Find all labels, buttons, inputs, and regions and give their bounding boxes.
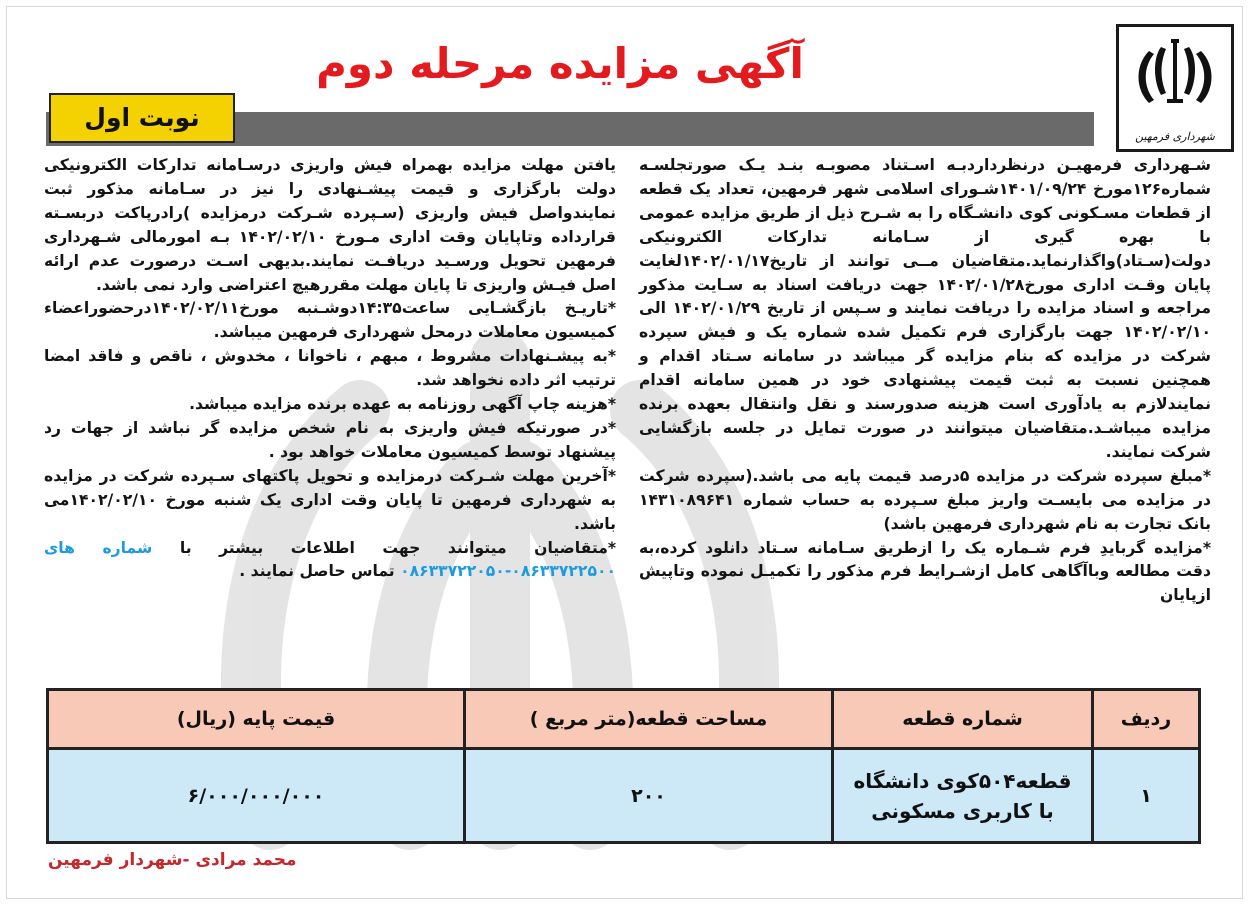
body-column-right [639,154,1211,608]
signature: محمد مرادی -شهردار فرمهین [48,850,297,870]
header-cell: مساحت قطعه(متر مربع ) [463,691,831,747]
paragraph: *در صورتیکه فیش واریزی به نام شخص مزایده گر نباشد از جهات رد پیشنهاد توسط کمیسیون معاملات خواهد بود . [44,418,616,461]
header-cell: ردیف [1091,691,1198,747]
contact-paragraph [44,537,616,585]
header-cell: قیمت پایه (ریال) [176,708,336,730]
paragraph: *به پیشـنهادات مشروط ، مبهم ، ناخوانا ، مخدوش ، ناقص و فاقد امضا ترتیب اثر داده نخواهد شد. [44,347,616,390]
area-cell: ۲۰۰ [463,750,831,841]
header-cell: شماره قطعه [831,691,1091,747]
auction-table [46,688,1201,844]
page-title: آگهی مزایده مرحله دوم [316,39,804,88]
contact-phones: شماره های ۰۸۶۳۳۷۲۲۵۰۰-۰۸۶۳۳۷۲۲۰۵۰ [44,538,616,581]
price-cell: ۶/۰۰۰/۰۰۰/۰۰۰ [187,784,325,807]
paragraph: *تاریـخ بازگشـایی ساعت۱۴:۳۵دوشـنبه مورخ۱۴۰۲/۰۲/۱۱درحضوراعضاء کمیسیون معاملات درمحل شهرداری فرمهین میباشد. [44,299,616,342]
paragraph: *آخرین مهلت شـرکت درمزایده و تحویل پاکتهای سـپرده شرکت در مزایده به شهرداری فرمهین تا پایان وقت اداری یک شنبه مورخ ۱۴۰۲/۰۲/۱۰می باشد. [44,466,616,533]
contact-suffix: تماس حاصل نمایند . [239,562,395,581]
contact-prefix: *متقاضیان میتوانند جهت اطلاعات بیشتر با [179,538,616,557]
logo-caption: شهرداری فرمهین [1135,130,1215,143]
lot-cell [831,750,1091,841]
emblem-icon [1131,33,1219,117]
lot-line: با کاربری مسکونی [871,798,1054,823]
paragraph: شـهرداری فرمهیـن درنظرداردبـه اسـتناد مصوبـه بنـد یـک صورتجلسـه شماره۱۲۶مورخ ۱۴۰۱/۰۹/۲۴شـورای اسلامی شهر فرمهین، تعداد یک قطعه از قطعات مسـکونی کوی دانشـگاه را به شـرح ذیل از طریق مزایده عمومی با بهره گیری از سـامانه تدارکات الکترونیکی دولت(سـتاد)واگذارنماید.متقاضیان مــی توانند از تاریخ۱۴۰۲/۰۱/۱۷لغایت پایان وقـت اداری مورخ۱۴۰۲/۰۱/۲۸ جهت دریافت اسناد به سـایت مذکور مراجعه و اسناد مزایده را دریافت نمایند و سـپس از تاریخ ۱۴۰۲/۰۱/۲۹ الی ۱۴۰۲/۰۲/۱۰ جهت بارگزاری فرم تکمیل شده شماره یک و فیش سپرده شرکت در مزایده که بنام مزایده گر میباشد در سامانه سـتاد اقدام و همچنین نسبت به ثبت قیمت پیشنهادی خود در همین سامانه اقدام نمایندلازم به یادآوری است هزینه صدورسند و نقل وانتقال بعهده برنده مزایده میباشـد.متقاضیان میتوانند در صورت تمایل در جلسه بازگشایی شرکت نمایند. [639,156,1211,461]
table-row [49,750,1198,841]
municipality-logo [1116,24,1234,152]
round-badge: نوبت اول [49,93,235,143]
lot-line: قطعه۵۰۴کوی دانشگاه [853,768,1072,793]
body-column-left [44,154,616,584]
paragraph: *هزینه چاپ آگهی روزنامه به عهده برنده مزایده میباشد. [189,395,616,414]
paragraph: یافتن مهلت مزایده بهمراه فیش واریزی درسـامانه تدارکات الکترونیکی دولت بارگزاری و قیمت پیشـنهادی را نیز در سـامانه مذکور ثبت نمایندواصل فیش واریزی (سـپرده شـرکت درمزایده )رادرپاکت دربسـته قرارداده وتاپایان وقت اداری مـورخ ۱۴۰۲/۰۲/۱۰ بـه امورمالی شـهرداری فرمهین تحویل ورسـید دریافـت نمایند.بدیهی اسـت درصورت عدم ارائه اصل فیـش واریزی تا پایان مهلت مقررهیچ اعتراضی وارد نمی باشد. [44,156,616,294]
paragraph: *مزایده گربایدِ فرم شـماره یک را ازطریق سـامانه سـتاد دانلود کرده،به دقت مطالعه وباآگاهی کامل ازشـرایط فرم مذکور را تکمیـل نموده وتاپیش ازپایان [639,538,1211,605]
table-header-row [49,691,1198,750]
paragraph: *مبلغ سپرده شرکت در مزایده ۵درصد قیمت پایه می باشد.(سپرده شرکت در مزایده می بایسـت واریز مبلغ سـپرده به حساب شماره ۱۴۳۱۰۸۹۶۴۱ بانک تجارت به نام شهرداری فرمهین باشد) [639,466,1212,533]
row-index-cell: ۱ [1091,750,1198,841]
